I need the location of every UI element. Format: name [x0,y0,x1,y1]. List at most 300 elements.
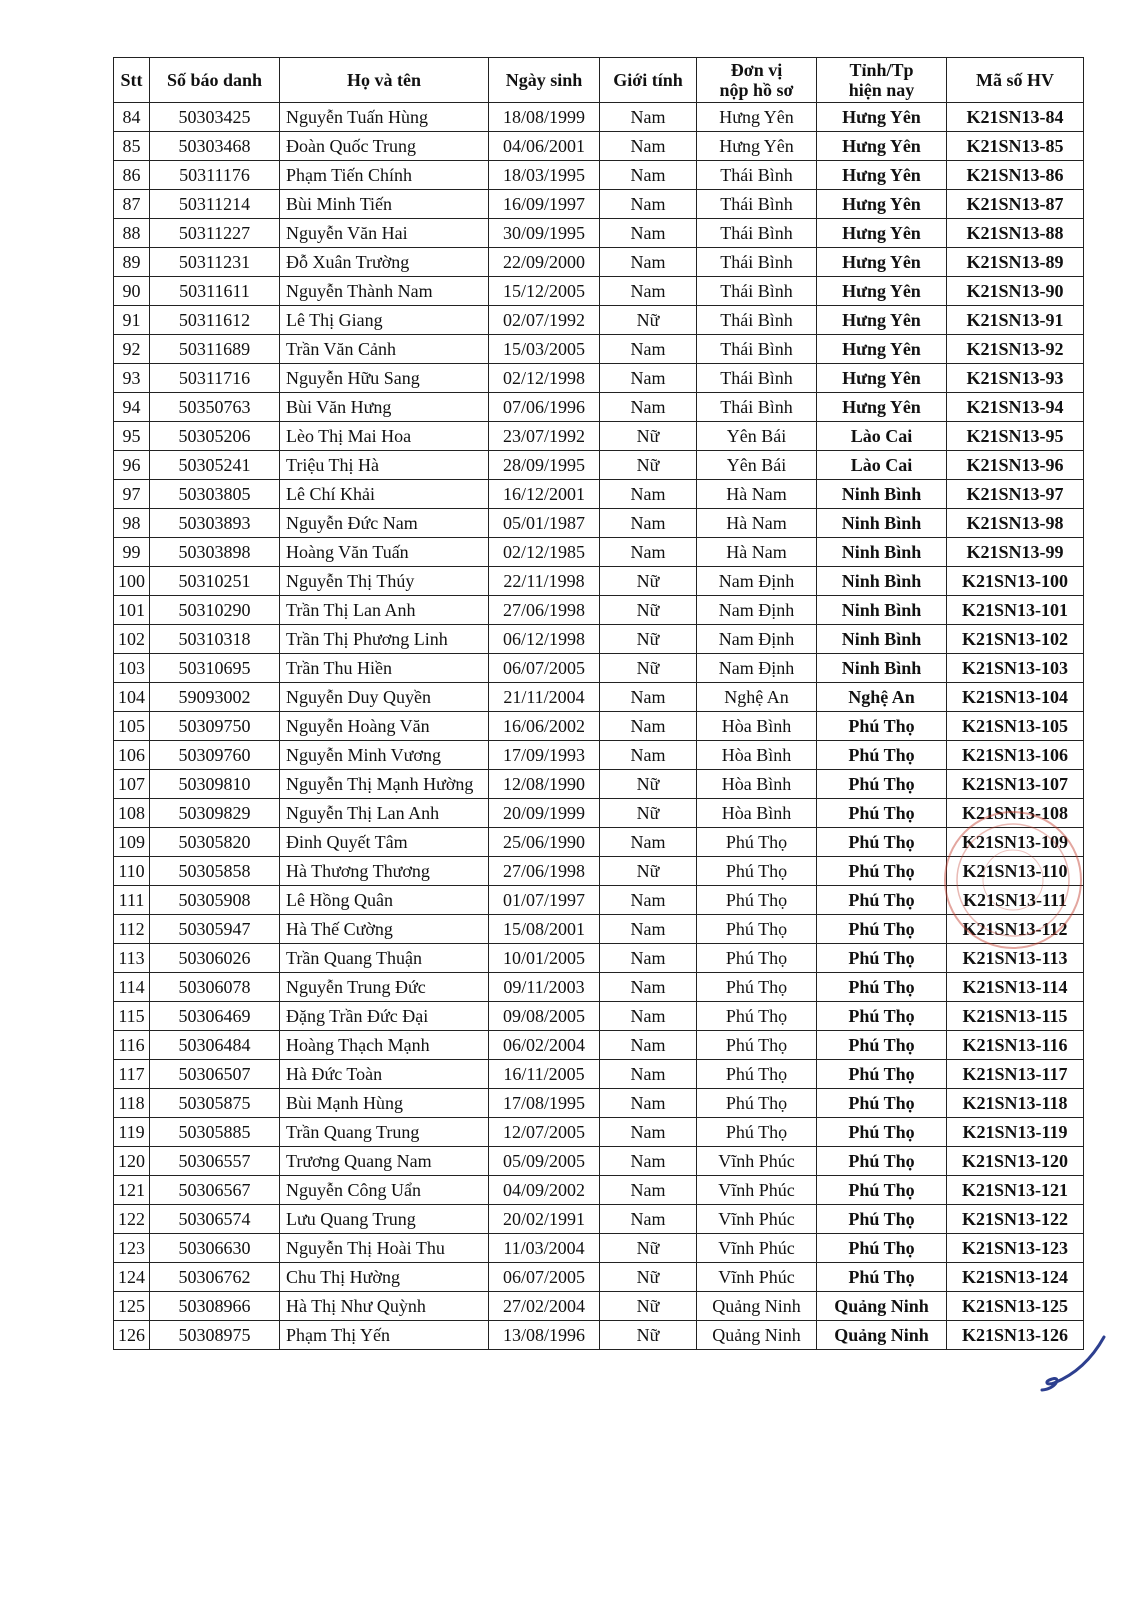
cell-so-bao-danh: 50306574 [150,1205,280,1234]
table-row [114,422,1084,451]
cell-ma-so-hv: K21SN13-98 [947,509,1084,538]
cell-gioi-tinh: Nam [600,248,697,277]
cell-gioi-tinh: Nam [600,1147,697,1176]
cell-tinh-tp: Hưng Yên [817,393,947,422]
table-header [114,58,1084,103]
cell-so-bao-danh: 50350763 [150,393,280,422]
cell-ma-so-hv: K21SN13-89 [947,248,1084,277]
cell-so-bao-danh: 50311689 [150,335,280,364]
cell-tinh-tp: Lào Cai [817,422,947,451]
cell-so-bao-danh: 50310290 [150,596,280,625]
table-row [114,393,1084,422]
cell-ho-va-ten: Đặng Trần Đức Đại [280,1002,489,1031]
cell-don-vi: Vĩnh Phúc [697,1176,817,1205]
table-row [114,1234,1084,1263]
cell-don-vi: Vĩnh Phúc [697,1147,817,1176]
cell-gioi-tinh: Nam [600,1060,697,1089]
cell-tinh-tp: Phú Thọ [817,1060,947,1089]
cell-stt: 88 [114,219,150,248]
cell-tinh-tp: Phú Thọ [817,712,947,741]
table-row [114,161,1084,190]
cell-don-vi: Hưng Yên [697,132,817,161]
cell-ho-va-ten: Hà Thế Cường [280,915,489,944]
cell-ho-va-ten: Lưu Quang Trung [280,1205,489,1234]
cell-gioi-tinh: Nữ [600,1234,697,1263]
cell-ho-va-ten: Đoàn Quốc Trung [280,132,489,161]
document-page [113,57,1083,1350]
cell-gioi-tinh: Nam [600,1031,697,1060]
cell-don-vi: Phú Thọ [697,973,817,1002]
cell-don-vi: Thái Bình [697,393,817,422]
cell-gioi-tinh: Nam [600,944,697,973]
cell-so-bao-danh: 50305875 [150,1089,280,1118]
cell-tinh-tp: Phú Thọ [817,1263,947,1292]
cell-don-vi: Hòa Bình [697,741,817,770]
cell-gioi-tinh: Nam [600,364,697,393]
cell-stt: 101 [114,596,150,625]
cell-so-bao-danh: 50310695 [150,654,280,683]
cell-tinh-tp: Phú Thọ [817,799,947,828]
cell-ho-va-ten: Hà Thương Thương [280,857,489,886]
cell-ho-va-ten: Trần Thị Lan Anh [280,596,489,625]
cell-ngay-sinh: 06/07/2005 [489,654,600,683]
cell-stt: 89 [114,248,150,277]
table-row [114,1147,1084,1176]
cell-ho-va-ten: Trần Quang Thuận [280,944,489,973]
cell-ma-so-hv: K21SN13-104 [947,683,1084,712]
cell-ma-so-hv: K21SN13-109 [947,828,1084,857]
red-stamp-seal [938,805,1088,955]
cell-ho-va-ten: Triệu Thị Hà [280,451,489,480]
cell-stt: 96 [114,451,150,480]
cell-tinh-tp: Phú Thọ [817,741,947,770]
cell-ngay-sinh: 11/03/2004 [489,1234,600,1263]
cell-ma-so-hv: K21SN13-107 [947,770,1084,799]
cell-don-vi: Hưng Yên [697,103,817,132]
cell-ngay-sinh: 16/06/2002 [489,712,600,741]
cell-tinh-tp: Phú Thọ [817,828,947,857]
cell-ma-so-hv: K21SN13-85 [947,132,1084,161]
cell-stt: 93 [114,364,150,393]
cell-stt: 121 [114,1176,150,1205]
cell-ngay-sinh: 28/09/1995 [489,451,600,480]
cell-so-bao-danh: 50306762 [150,1263,280,1292]
cell-don-vi: Phú Thọ [697,828,817,857]
cell-ho-va-ten: Nguyễn Công Uẩn [280,1176,489,1205]
cell-ma-so-hv: K21SN13-112 [947,915,1084,944]
table-row [114,190,1084,219]
table-row [114,1321,1084,1350]
cell-ma-so-hv: K21SN13-122 [947,1205,1084,1234]
cell-ma-so-hv: K21SN13-126 [947,1321,1084,1350]
cell-so-bao-danh: 50305908 [150,886,280,915]
cell-ngay-sinh: 22/09/2000 [489,248,600,277]
cell-ho-va-ten: Nguyễn Thành Nam [280,277,489,306]
cell-don-vi: Phú Thọ [697,1031,817,1060]
cell-ngay-sinh: 06/12/1998 [489,625,600,654]
cell-tinh-tp: Phú Thọ [817,1031,947,1060]
cell-stt: 102 [114,625,150,654]
cell-so-bao-danh: 50305858 [150,857,280,886]
cell-gioi-tinh: Nam [600,190,697,219]
cell-don-vi: Phú Thọ [697,1118,817,1147]
cell-so-bao-danh: 50306507 [150,1060,280,1089]
cell-stt: 119 [114,1118,150,1147]
cell-stt: 94 [114,393,150,422]
cell-so-bao-danh: 50306630 [150,1234,280,1263]
header-tinh-tp [817,58,947,103]
cell-stt: 112 [114,915,150,944]
cell-ho-va-ten: Nguyễn Thị Thúy [280,567,489,596]
cell-stt: 111 [114,886,150,915]
cell-ho-va-ten: Nguyễn Đức Nam [280,509,489,538]
cell-ho-va-ten: Lê Hồng Quân [280,886,489,915]
cell-stt: 95 [114,422,150,451]
header-stt [114,58,150,103]
cell-tinh-tp: Phú Thọ [817,973,947,1002]
cell-stt: 98 [114,509,150,538]
cell-ma-so-hv: K21SN13-120 [947,1147,1084,1176]
cell-so-bao-danh: 50303893 [150,509,280,538]
cell-don-vi: Hòa Bình [697,712,817,741]
cell-ngay-sinh: 09/08/2005 [489,1002,600,1031]
header-line: Số báo danh [166,70,263,90]
cell-don-vi: Hà Nam [697,509,817,538]
cell-tinh-tp: Ninh Bình [817,509,947,538]
cell-ngay-sinh: 27/06/1998 [489,857,600,886]
cell-ngay-sinh: 27/06/1998 [489,596,600,625]
cell-ho-va-ten: Lê Chí Khải [280,480,489,509]
cell-don-vi: Vĩnh Phúc [697,1263,817,1292]
cell-so-bao-danh: 50309750 [150,712,280,741]
cell-gioi-tinh: Nam [600,393,697,422]
cell-don-vi: Thái Bình [697,335,817,364]
cell-tinh-tp: Phú Thọ [817,1234,947,1263]
cell-don-vi: Thái Bình [697,277,817,306]
cell-tinh-tp: Phú Thọ [817,944,947,973]
cell-ma-so-hv: K21SN13-84 [947,103,1084,132]
cell-stt: 107 [114,770,150,799]
cell-so-bao-danh: 50306078 [150,973,280,1002]
table-row [114,1292,1084,1321]
cell-ngay-sinh: 22/11/1998 [489,567,600,596]
cell-don-vi: Thái Bình [697,364,817,393]
cell-don-vi: Phú Thọ [697,1002,817,1031]
cell-stt: 91 [114,306,150,335]
cell-stt: 126 [114,1321,150,1350]
cell-tinh-tp: Phú Thọ [817,1205,947,1234]
table-row [114,132,1084,161]
cell-tinh-tp: Nghệ An [817,683,947,712]
cell-ma-so-hv: K21SN13-86 [947,161,1084,190]
cell-ma-so-hv: K21SN13-96 [947,451,1084,480]
cell-so-bao-danh: 50311611 [150,277,280,306]
cell-don-vi: Hà Nam [697,480,817,509]
cell-stt: 122 [114,1205,150,1234]
cell-don-vi: Thái Bình [697,306,817,335]
table-row [114,1176,1084,1205]
table-row [114,683,1084,712]
cell-tinh-tp: Phú Thọ [817,886,947,915]
table-row [114,538,1084,567]
cell-don-vi: Vĩnh Phúc [697,1205,817,1234]
cell-ngay-sinh: 02/12/1985 [489,538,600,567]
table-row [114,248,1084,277]
cell-stt: 104 [114,683,150,712]
cell-tinh-tp: Quảng Ninh [817,1292,947,1321]
header-line: Stt [120,70,143,90]
cell-gioi-tinh: Nam [600,1118,697,1147]
cell-ngay-sinh: 27/02/2004 [489,1292,600,1321]
cell-gioi-tinh: Nữ [600,1263,697,1292]
cell-stt: 85 [114,132,150,161]
cell-don-vi: Phú Thọ [697,857,817,886]
cell-don-vi: Nam Định [697,654,817,683]
cell-don-vi: Phú Thọ [697,1089,817,1118]
cell-don-vi: Nam Định [697,625,817,654]
cell-ho-va-ten: Hoàng Thạch Mạnh [280,1031,489,1060]
cell-so-bao-danh: 50308975 [150,1321,280,1350]
header-so-bao-danh [150,58,280,103]
header-line: Tỉnh/Tp [849,60,914,80]
cell-gioi-tinh: Nam [600,132,697,161]
cell-ho-va-ten: Hoàng Văn Tuấn [280,538,489,567]
cell-ma-so-hv: K21SN13-108 [947,799,1084,828]
cell-ho-va-ten: Đinh Quyết Tâm [280,828,489,857]
cell-tinh-tp: Ninh Bình [817,538,947,567]
cell-so-bao-danh: 50303805 [150,480,280,509]
cell-tinh-tp: Phú Thọ [817,1089,947,1118]
cell-ho-va-ten: Bùi Văn Hưng [280,393,489,422]
cell-ngay-sinh: 06/07/2005 [489,1263,600,1292]
table-row [114,277,1084,306]
cell-don-vi: Nam Định [697,596,817,625]
cell-ho-va-ten: Nguyễn Hữu Sang [280,364,489,393]
cell-stt: 99 [114,538,150,567]
cell-tinh-tp: Hưng Yên [817,277,947,306]
cell-so-bao-danh: 50303468 [150,132,280,161]
header-ma-so-hv [947,58,1084,103]
cell-so-bao-danh: 50306567 [150,1176,280,1205]
cell-ngay-sinh: 30/09/1995 [489,219,600,248]
cell-so-bao-danh: 50306557 [150,1147,280,1176]
cell-gioi-tinh: Nam [600,509,697,538]
cell-don-vi: Thái Bình [697,219,817,248]
cell-ho-va-ten: Đỗ Xuân Trường [280,248,489,277]
cell-ma-so-hv: K21SN13-118 [947,1089,1084,1118]
cell-ngay-sinh: 10/01/2005 [489,944,600,973]
cell-ho-va-ten: Trần Thị Phương Linh [280,625,489,654]
cell-gioi-tinh: Nữ [600,451,697,480]
cell-tinh-tp: Ninh Bình [817,480,947,509]
cell-ngay-sinh: 12/08/1990 [489,770,600,799]
cell-gioi-tinh: Nam [600,886,697,915]
cell-gioi-tinh: Nam [600,277,697,306]
cell-stt: 84 [114,103,150,132]
cell-so-bao-danh: 50305206 [150,422,280,451]
cell-tinh-tp: Hưng Yên [817,248,947,277]
table-row [114,364,1084,393]
cell-ngay-sinh: 20/09/1999 [489,799,600,828]
cell-ngay-sinh: 02/12/1998 [489,364,600,393]
cell-ma-so-hv: K21SN13-124 [947,1263,1084,1292]
cell-so-bao-danh: 50303898 [150,538,280,567]
cell-ngay-sinh: 20/02/1991 [489,1205,600,1234]
cell-don-vi: Thái Bình [697,248,817,277]
cell-so-bao-danh: 50306026 [150,944,280,973]
cell-ho-va-ten: Nguyễn Minh Vương [280,741,489,770]
cell-ma-so-hv: K21SN13-95 [947,422,1084,451]
student-table [113,57,1084,1350]
cell-ho-va-ten: Nguyễn Thị Lan Anh [280,799,489,828]
header-line: hiện nay [848,80,915,100]
cell-tinh-tp: Phú Thọ [817,1002,947,1031]
cell-ma-so-hv: K21SN13-125 [947,1292,1084,1321]
table-row [114,219,1084,248]
cell-ma-so-hv: K21SN13-101 [947,596,1084,625]
cell-stt: 87 [114,190,150,219]
cell-stt: 125 [114,1292,150,1321]
cell-so-bao-danh: 50303425 [150,103,280,132]
cell-don-vi: Hòa Bình [697,770,817,799]
cell-so-bao-danh: 50306469 [150,1002,280,1031]
cell-tinh-tp: Ninh Bình [817,596,947,625]
cell-don-vi: Yên Bái [697,451,817,480]
cell-ho-va-ten: Phạm Thị Yến [280,1321,489,1350]
cell-stt: 103 [114,654,150,683]
cell-tinh-tp: Phú Thọ [817,770,947,799]
table-row [114,770,1084,799]
cell-stt: 117 [114,1060,150,1089]
cell-ma-so-hv: K21SN13-111 [947,886,1084,915]
cell-tinh-tp: Phú Thọ [817,1118,947,1147]
cell-gioi-tinh: Nam [600,741,697,770]
cell-ma-so-hv: K21SN13-116 [947,1031,1084,1060]
cell-ngay-sinh: 15/12/2005 [489,277,600,306]
header-ngay-sinh [489,58,600,103]
cell-don-vi: Thái Bình [697,161,817,190]
cell-ngay-sinh: 18/08/1999 [489,103,600,132]
cell-ngay-sinh: 16/12/2001 [489,480,600,509]
header-line: Đơn vị [730,60,783,80]
cell-ma-so-hv: K21SN13-90 [947,277,1084,306]
cell-tinh-tp: Phú Thọ [817,1147,947,1176]
cell-ngay-sinh: 04/09/2002 [489,1176,600,1205]
cell-stt: 120 [114,1147,150,1176]
cell-ngay-sinh: 09/11/2003 [489,973,600,1002]
cell-gioi-tinh: Nam [600,1002,697,1031]
cell-ho-va-ten: Trần Thu Hiền [280,654,489,683]
cell-so-bao-danh: 50310318 [150,625,280,654]
cell-ma-so-hv: K21SN13-91 [947,306,1084,335]
cell-so-bao-danh: 50311716 [150,364,280,393]
cell-don-vi: Vĩnh Phúc [697,1234,817,1263]
cell-don-vi: Quảng Ninh [697,1321,817,1350]
cell-stt: 118 [114,1089,150,1118]
cell-ho-va-ten: Lê Thị Giang [280,306,489,335]
cell-tinh-tp: Ninh Bình [817,567,947,596]
header-line: Mã số HV [976,70,1054,90]
cell-ma-so-hv: K21SN13-94 [947,393,1084,422]
cell-gioi-tinh: Nam [600,538,697,567]
cell-tinh-tp: Hưng Yên [817,306,947,335]
header-line: nộp hồ sơ [719,80,794,100]
cell-gioi-tinh: Nam [600,161,697,190]
cell-ma-so-hv: K21SN13-113 [947,944,1084,973]
cell-gioi-tinh: Nam [600,480,697,509]
cell-ma-so-hv: K21SN13-105 [947,712,1084,741]
table-row [114,1089,1084,1118]
cell-stt: 115 [114,1002,150,1031]
cell-so-bao-danh: 50309829 [150,799,280,828]
table-row [114,335,1084,364]
cell-ngay-sinh: 07/06/1996 [489,393,600,422]
cell-stt: 123 [114,1234,150,1263]
cell-stt: 100 [114,567,150,596]
cell-so-bao-danh: 50305885 [150,1118,280,1147]
cell-tinh-tp: Hưng Yên [817,190,947,219]
cell-don-vi: Phú Thọ [697,915,817,944]
cell-don-vi: Phú Thọ [697,944,817,973]
cell-tinh-tp: Hưng Yên [817,219,947,248]
table-row [114,654,1084,683]
cell-ma-so-hv: K21SN13-115 [947,1002,1084,1031]
cell-ho-va-ten: Hà Thị Như Quỳnh [280,1292,489,1321]
cell-don-vi: Hà Nam [697,538,817,567]
cell-ho-va-ten: Trần Văn Cảnh [280,335,489,364]
header-don-vi [697,58,817,103]
cell-stt: 109 [114,828,150,857]
cell-ho-va-ten: Nguyễn Thị Hoài Thu [280,1234,489,1263]
cell-so-bao-danh: 59093002 [150,683,280,712]
cell-don-vi: Yên Bái [697,422,817,451]
cell-ngay-sinh: 15/03/2005 [489,335,600,364]
cell-ma-so-hv: K21SN13-114 [947,973,1084,1002]
cell-so-bao-danh: 50311231 [150,248,280,277]
cell-ngay-sinh: 01/07/1997 [489,886,600,915]
cell-so-bao-danh: 50309810 [150,770,280,799]
table-row [114,596,1084,625]
table-row [114,306,1084,335]
cell-ho-va-ten: Nguyễn Văn Hai [280,219,489,248]
cell-ma-so-hv: K21SN13-106 [947,741,1084,770]
cell-so-bao-danh: 50310251 [150,567,280,596]
cell-tinh-tp: Phú Thọ [817,915,947,944]
table-row [114,1205,1084,1234]
header-line: Họ và tên [347,70,421,90]
cell-don-vi: Quảng Ninh [697,1292,817,1321]
cell-stt: 90 [114,277,150,306]
header-gioi-tinh [600,58,697,103]
cell-ngay-sinh: 18/03/1995 [489,161,600,190]
cell-ngay-sinh: 02/07/1992 [489,306,600,335]
cell-stt: 113 [114,944,150,973]
cell-gioi-tinh: Nữ [600,567,697,596]
table-body [114,103,1084,1350]
cell-gioi-tinh: Nam [600,1089,697,1118]
cell-gioi-tinh: Nữ [600,857,697,886]
cell-so-bao-danh: 50308966 [150,1292,280,1321]
cell-gioi-tinh: Nam [600,103,697,132]
table-row [114,1060,1084,1089]
cell-so-bao-danh: 50305820 [150,828,280,857]
cell-ma-so-hv: K21SN13-92 [947,335,1084,364]
cell-stt: 108 [114,799,150,828]
cell-gioi-tinh: Nữ [600,596,697,625]
table-row [114,712,1084,741]
cell-tinh-tp: Hưng Yên [817,161,947,190]
cell-ho-va-ten: Nguyễn Hoàng Văn [280,712,489,741]
